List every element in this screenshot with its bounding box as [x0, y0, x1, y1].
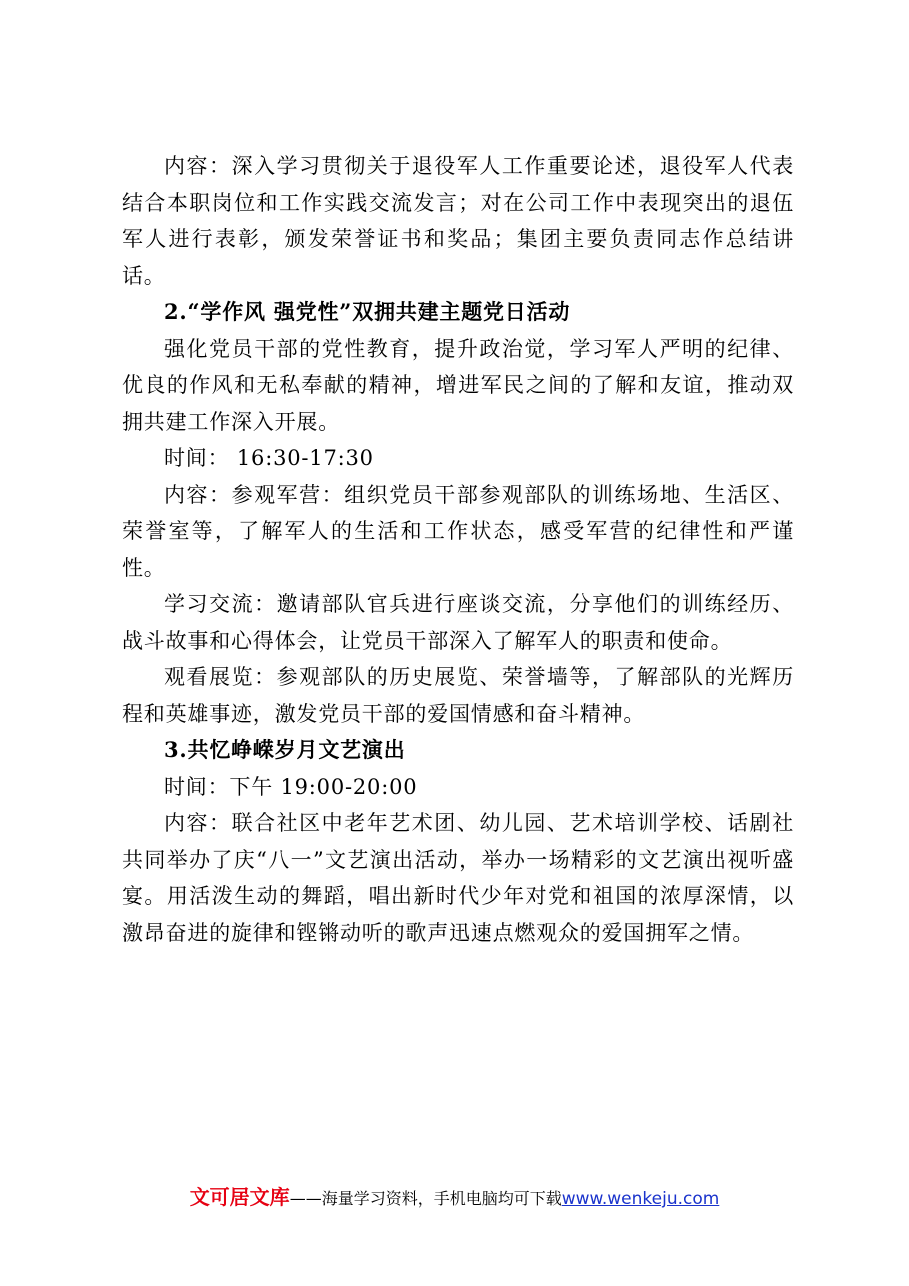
paragraph-content-veterans: 内容：深入学习贯彻关于退役军人工作重要论述，退役军人代表结合本职岗位和工作实践交流发言；对在公司工作中表现突出的退伍军人进行表彰，颁发荣誉证书和奖品；集团主要负责同志作总结讲话。 [122, 154, 794, 288]
paragraph-performance: 内容：联合社区中老年艺术团、幼儿园、艺术培训学校、话剧社共同举办了庆“八一”文艺演出活动，举办一场精彩的文艺演出视听盛宴。用活泼生动的舞蹈，唱出新时代少年对党和祖国的浓厚深情，以激昂奋进的旋律和铿锵动听的歌声迅速点燃观众的爱国拥军之情。 [122, 811, 794, 945]
footer-tagline: ——海量学习资料，手机电脑均可下载 [289, 1189, 562, 1208]
paragraph-time-2: 时间：下午 19:00-20:00 [164, 774, 418, 799]
section-heading-2: 2.“学作风 强党性”双拥共建主题党日活动 [164, 299, 571, 324]
paragraph-exchange: 学习交流：邀请部队官兵进行座谈交流，分享他们的训练经历、战斗故事和心得体会，让党员干部深入了解军人的职责和使命。 [122, 592, 794, 653]
section-heading-3: 3.共忆峥嵘岁月文艺演出 [164, 737, 406, 762]
paragraph-purpose: 强化党员干部的党性教育，提升政治觉，学习军人严明的纪律、优良的作风和无私奉献的精神，增进军民之间的了解和友谊，推动双拥共建工作深入开展。 [122, 336, 794, 434]
footer-banner [0, 1181, 909, 1210]
document-body [122, 148, 794, 951]
footer-url-link[interactable]: www.wenkeju.com [561, 1189, 720, 1209]
paragraph-time-1: 时间： 16:30-17:30 [164, 446, 374, 470]
footer-brand: 文可居文库 [189, 1185, 290, 1209]
paragraph-visit-camp: 内容：参观军营：组织党员干部参观部队的训练场地、生活区、荣誉室等，了解军人的生活和工作状态，感受军营的纪律性和严谨性。 [122, 482, 794, 580]
paragraph-exhibition: 观看展览：参观部队的历史展览、荣誉墙等，了解部队的光辉历程和英雄事迹，激发党员干部的爱国情感和奋斗精神。 [122, 665, 794, 726]
